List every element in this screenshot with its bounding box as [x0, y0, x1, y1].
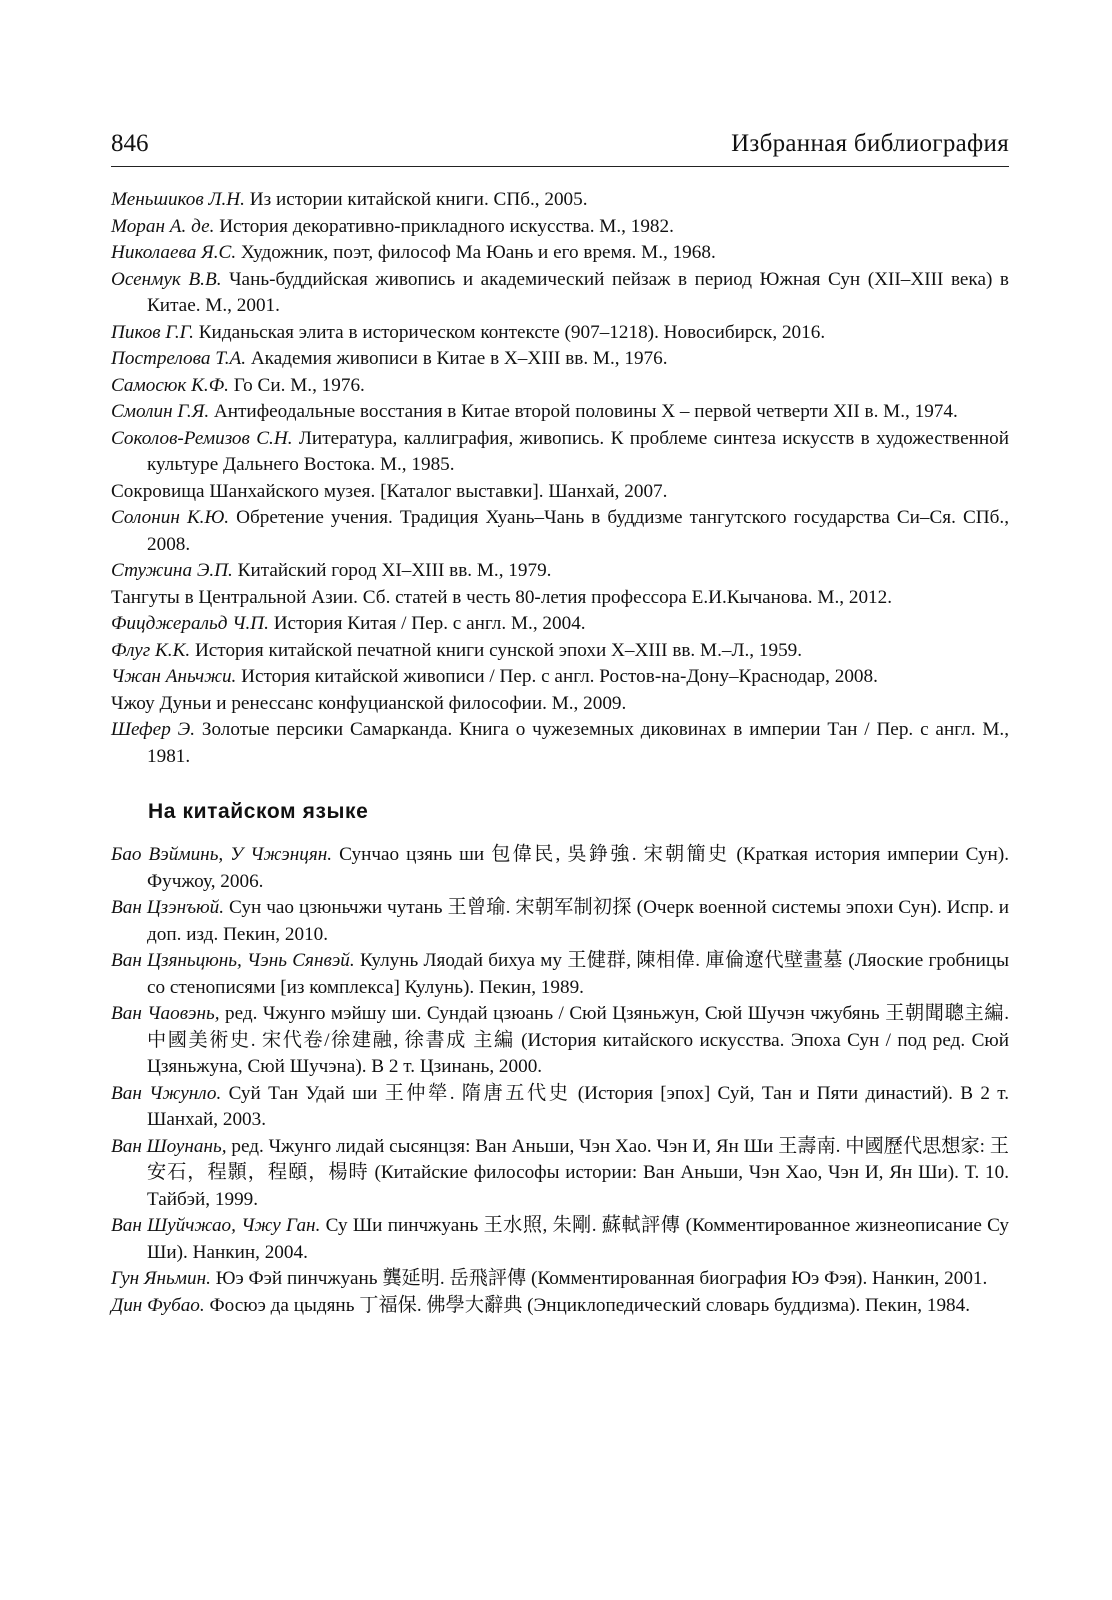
- entry-author: Пиков Г.Г.: [111, 321, 194, 343]
- entry-text: Литература, каллиграфия, живопись. К проблеме синтеза искусств в художественной культуре Дальнего Востока. М., 1985.: [147, 427, 1009, 475]
- bibliography-content: [111, 187, 1009, 1319]
- bibliography-entry: [111, 611, 1009, 638]
- entry-text: Из истории китайской книги. СПб., 2005.: [249, 189, 588, 210]
- entry-text: Сун чао цзюньчжи чутань 王曾瑜. 宋朝军制初探 (Очерк военной системы эпохи Сун). Испр. и доп. изд. Пекин, 2010.: [147, 897, 1010, 945]
- bibliography-entry: [111, 1266, 1009, 1293]
- bibliography-entry: [111, 1134, 1009, 1214]
- entry-text: Сунчао цзянь ши 包偉民, 吳錚強. 宋朝簡史 (Краткая история империи Сун). Фучжоу, 2006.: [147, 844, 1010, 892]
- bibliography-entry: [111, 373, 1009, 400]
- entry-author: Солонин К.Ю.: [111, 507, 230, 528]
- entry-text: Обретение учения. Традиция Хуань–Чань в буддизме тангутского государства Си–Ся. СПб., 2008.: [147, 507, 1010, 555]
- bibliography-entry: [111, 1293, 1009, 1320]
- entry-author: Моран А. де.: [111, 215, 215, 237]
- entry-text: Золотые персики Самарканда. Книга о чужеземных диковинах в империи Тан / Пер. с англ. М., 1981.: [147, 719, 1009, 767]
- entry-author: Самосюк К.Ф.: [111, 374, 229, 396]
- entry-author: Ван Чаовэнь,: [111, 1003, 220, 1024]
- page-number: 846: [111, 130, 149, 157]
- entry-author: Ван Чжунло.: [111, 1082, 222, 1104]
- bibliography-list-chinese: [111, 842, 1009, 1319]
- entry-text: Суй Тан Удай ши 王仲犖. 隋唐五代史 (История [эпох] Суй, Тан и Пяти династий). В 2 т. Шанхай, 2003.: [147, 1082, 1010, 1130]
- bibliography-entry: [111, 585, 1009, 612]
- bibliography-entry: [111, 320, 1009, 347]
- entry-text: Академия живописи в Китае в X–XIII вв. М., 1976.: [250, 348, 668, 369]
- entry-author: Соколов-Ремизов С.Н.: [111, 427, 293, 449]
- entry-text: Су Ши пинчжуань 王水照, 朱剛. 蘇軾評傳 (Комментированное жизнеописание Су Ши). Нанкин, 2004.: [147, 1215, 1010, 1263]
- bibliography-entry: [111, 895, 1009, 948]
- section-heading: На китайском языке: [148, 800, 369, 823]
- entry-author: Гун Яньмин.: [111, 1268, 211, 1289]
- bibliography-entry: [111, 214, 1009, 241]
- entry-author: Меньшиков Л.Н.: [111, 189, 245, 210]
- entry-text: Кулунь Ляодай бихуа му 王健群, 陳相偉. 庫倫遼代壁畫墓 (Ляоские гробницы со стенописями [из комплекса] Кулунь). Пекин, 1989.: [147, 950, 1009, 998]
- entry-author: Ван Шоунань,: [111, 1135, 227, 1157]
- bibliography-entry: [111, 842, 1009, 895]
- entry-author: Дин Фубао.: [111, 1294, 205, 1316]
- bibliography-entry: [111, 948, 1009, 1001]
- bibliography-entry: [111, 240, 1009, 267]
- entry-text: Чань-буддийская живопись и академический пейзаж в период Южная Сун (XII–XIII века) в Китае. М., 2001.: [147, 268, 1009, 316]
- entry-text: История китайской живописи / Пер. с англ. Ростов-на-Дону–Краснодар, 2008.: [241, 666, 878, 687]
- bibliography-entry: [111, 691, 1009, 718]
- entry-text: ред. Чжунго лидай сысянцзя: Ван Аньши, Чэн Хао. Чэн И, Ян Ши 王壽南. 中國歷代思想家: 王安石，程顥，程頤，楊時 (Китайские философы истории: Ван Аньши, Чэн Хао, Чэн И, Ян Ши). Т. 10. Тайбэй, 1999.: [147, 1135, 1009, 1210]
- entry-text: Чжоу Дуньи и ренессанс конфуцианской философии. М., 2009.: [111, 692, 627, 714]
- bibliography-entry: [111, 399, 1009, 426]
- bibliography-entry: [111, 187, 1009, 214]
- entry-author: Смолин Г.Я.: [111, 401, 210, 422]
- bibliography-list-russian: [111, 187, 1009, 770]
- bibliography-entry: [111, 505, 1009, 558]
- entry-author: Чжан Аньчжи.: [111, 666, 237, 687]
- bibliography-entry: [111, 717, 1009, 770]
- page-header: [111, 128, 1009, 167]
- entry-text: Фосюэ да цыдянь 丁福保. 佛學大辭典 (Энциклопедический словарь буддизма). Пекин, 1984.: [209, 1294, 971, 1316]
- entry-text: Китайский город XI–XIII вв. М., 1979.: [237, 560, 552, 581]
- entry-author: Флуг К.К.: [111, 639, 191, 661]
- bibliography-entry: [111, 1213, 1009, 1266]
- entry-author: Стужина Э.П.: [111, 560, 233, 581]
- bibliography-entry: [111, 479, 1009, 506]
- bibliography-entry: [111, 426, 1009, 479]
- entry-text: История декоративно-прикладного искусства. М., 1982.: [219, 215, 674, 237]
- entry-author: Ван Цзяньцюнь, Чэнь Сянвэй.: [111, 950, 355, 971]
- entry-text: Сокровища Шанхайского музея. [Каталог выставки]. Шанхай, 2007.: [111, 480, 668, 502]
- entry-text: История Китая / Пер. с англ. М., 2004.: [273, 613, 586, 634]
- entry-author: Бао Вэйминь, У Чжэнцян.: [111, 844, 333, 865]
- entry-text: Юэ Фэй пинчжуань 龔延明. 岳飛評傳 (Комментированная биография Юэ Фэя). Нанкин, 2001.: [215, 1268, 988, 1289]
- entry-author: Шефер Э.: [111, 719, 195, 740]
- entry-text: Тангуты в Центральной Азии. Сб. статей в честь 80-летия профессора Е.И.Кычанова. М., 2012.: [111, 586, 893, 608]
- bibliography-entry: [111, 558, 1009, 585]
- entry-text: Художник, поэт, философ Ма Юань и его время. М., 1968.: [240, 242, 716, 263]
- entry-author: Ван Шуйчжао, Чжу Ган.: [111, 1215, 321, 1236]
- entry-author: Пострелова Т.А.: [111, 348, 247, 369]
- bibliography-entry: [111, 1081, 1009, 1134]
- entry-author: Осенмук В.В.: [111, 268, 222, 290]
- bibliography-entry: [111, 267, 1009, 320]
- entry-text: Антифеодальные восстания в Китае второй половины X – первой четверти XII в. М., 1974.: [213, 401, 958, 422]
- entry-author: Ван Цзэнъюй.: [111, 897, 225, 918]
- entry-text: История китайской печатной книги сунской эпохи X–XIII вв. М.–Л., 1959.: [194, 639, 803, 661]
- entry-author: Николаева Я.С.: [111, 242, 237, 263]
- bibliography-entry: [111, 1001, 1009, 1081]
- entry-text: Го Си. М., 1976.: [233, 374, 365, 396]
- bibliography-entry: [111, 346, 1009, 373]
- bibliography-entry: [111, 664, 1009, 691]
- entry-text: ред. Чжунго мэйшу ши. Сундай цзюань / Сюй Цзяньжун, Сюй Шучэн чжубянь 王朝聞聰主編. 中國美術史. 宋代卷/徐建融, 徐書成 主編 (История китайского искусства. Эпоха Сун / под ред. Сюй Цзяньжуна, Сюй Шучэна). В 2 т. Цзинань, 2000.: [147, 1003, 1010, 1077]
- entry-text: Киданьская элита в историческом контексте (907–1218). Новосибирск, 2016.: [198, 321, 826, 343]
- bibliography-entry: [111, 638, 1009, 665]
- entry-author: Фицджеральд Ч.П.: [111, 613, 269, 634]
- running-title: Избранная библиография: [731, 130, 1009, 157]
